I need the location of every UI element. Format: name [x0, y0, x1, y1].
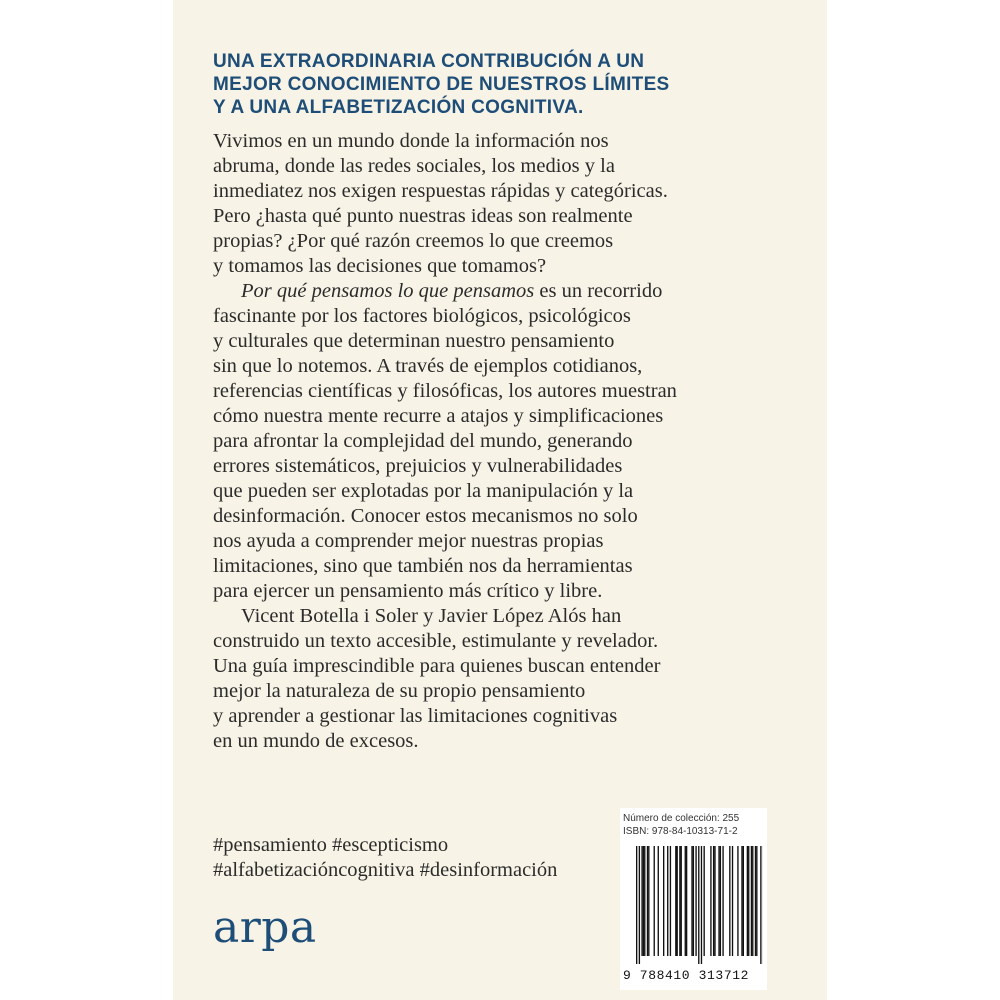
barcode-bar — [667, 846, 668, 956]
collection-number: Número de colección: 255 — [623, 813, 740, 824]
body-line: abruma, donde las redes sociales, los medios y la — [213, 155, 615, 177]
barcode-bar — [654, 846, 655, 956]
barcode-bar — [729, 846, 730, 956]
barcode-digits: 9 788410 313712 — [623, 968, 750, 983]
body-line: cómo nuestra mente recurre a atajos y simplificaciones — [213, 405, 664, 427]
barcode-bar — [685, 846, 686, 956]
isbn-text: ISBN: 978-84-10313-71-2 — [623, 826, 738, 837]
hashtag-line: #alfabetizacióncognitiva #desinformación — [213, 859, 558, 881]
body-line: que pueden ser explotadas por la manipulación y la — [213, 480, 634, 502]
body-line-rest: es un recorrido — [534, 280, 663, 302]
barcode-bar — [691, 846, 692, 956]
barcode-bar — [756, 846, 757, 956]
body-line: y tomamos las decisiones que tomamos? — [213, 255, 547, 277]
synopsis — [213, 129, 823, 754]
book-title: Por qué pensamos lo que pensamos — [241, 280, 535, 302]
barcode-bar — [643, 846, 644, 956]
body-line: y culturales que determinan nuestro pensamiento — [213, 330, 615, 352]
barcode-bar — [675, 846, 676, 956]
body-line: en un mundo de excesos. — [213, 730, 419, 752]
barcode-bar — [693, 846, 694, 956]
body-line: Vicent Botella i Soler y Javier López Alós han — [241, 605, 622, 627]
body-line: construido un texto accesible, estimulante y revelador. — [213, 630, 659, 652]
barcode-bar — [701, 846, 702, 964]
barcode-bar — [670, 846, 671, 956]
hashtag-line: #pensamiento #escepticismo — [213, 834, 449, 856]
body-line: y aprender a gestionar las limitaciones cognitivas — [213, 705, 618, 727]
barcode-bar — [679, 846, 680, 956]
barcode-bar — [677, 846, 678, 956]
barcode-bar — [644, 846, 645, 956]
body-line: Vivimos en un mundo donde la información nos — [213, 130, 609, 152]
barcode-bar — [747, 846, 748, 956]
back-cover — [173, 0, 827, 1000]
body-line: Una guía imprescindible para quienes buscan entender — [213, 655, 661, 677]
barcode-bar — [704, 846, 705, 956]
body-line: errores sistemáticos, prejuicios y vulnerabilidades — [213, 455, 623, 477]
headline-line: MEJOR CONOCIMIENTO DE NUESTROS LÍMITES — [213, 74, 670, 95]
barcode-bar — [639, 846, 640, 964]
body-line — [213, 279, 823, 304]
barcode-bar — [741, 846, 742, 956]
barcode-bar — [663, 846, 664, 956]
barcode-bar — [686, 846, 687, 956]
body-line: fascinante por los factores biológicos, psicológicos — [213, 305, 631, 327]
body-line: referencias científicas y filosóficas, los autores muestran — [213, 380, 677, 402]
barcode-bar — [752, 846, 753, 956]
barcode-bar — [714, 846, 715, 956]
barcode-bar — [755, 846, 756, 956]
body-line: inmediatez nos exigen respuestas rápidas y categóricas. — [213, 180, 668, 202]
body-line: limitaciones, sino que también nos da herramientas — [213, 555, 633, 577]
body-line: desinformación. Conocer estos mecanismos no solo — [213, 505, 638, 527]
body-line: nos ayuda a comprender mejor nuestras propias — [213, 530, 604, 552]
barcode-bar — [648, 846, 649, 956]
barcode-bar — [751, 846, 752, 956]
publisher-logo: arpa — [213, 902, 317, 953]
hashtags — [213, 833, 557, 883]
headline-line: UNA EXTRAORDINARIA CONTRIBUCIÓN A UN — [213, 51, 645, 72]
barcode-bar — [718, 846, 719, 956]
barcode-bar — [641, 846, 642, 956]
body-line: para afrontar la complejidad del mundo, generando — [213, 430, 633, 452]
barcode-bar — [743, 846, 744, 956]
barcode-bar — [698, 846, 699, 964]
barcode-bar — [647, 846, 648, 956]
barcode-bar — [732, 846, 733, 956]
barcode-bar — [713, 846, 714, 956]
headline-line: Y A UNA ALFABETIZACIÓN COGNITIVA. — [213, 97, 584, 118]
barcode-bar — [695, 846, 696, 956]
barcode-bar — [710, 846, 711, 956]
barcode-bar — [636, 846, 637, 964]
body-line: para ejercer un pensamiento más crítico y libre. — [213, 580, 603, 602]
isbn-barcode — [620, 808, 767, 990]
barcode-bar — [681, 846, 682, 956]
barcode-bar — [722, 846, 723, 956]
headline — [213, 50, 813, 119]
barcode-bar — [760, 846, 761, 964]
barcode-bars — [623, 846, 763, 966]
body-line: sin que lo notemos. A través de ejemplos cotidianos, — [213, 355, 643, 377]
barcode-bar — [720, 846, 721, 956]
body-line: propias? ¿Por qué razón creemos lo que creemos — [213, 230, 614, 252]
barcode-bar — [737, 846, 738, 956]
barcode-bar — [748, 846, 749, 956]
body-line: Pero ¿hasta qué punto nuestras ideas son realmente — [213, 205, 633, 227]
barcode-bar — [658, 846, 659, 956]
body-line: mejor la naturaleza de su propio pensamiento — [213, 680, 586, 702]
